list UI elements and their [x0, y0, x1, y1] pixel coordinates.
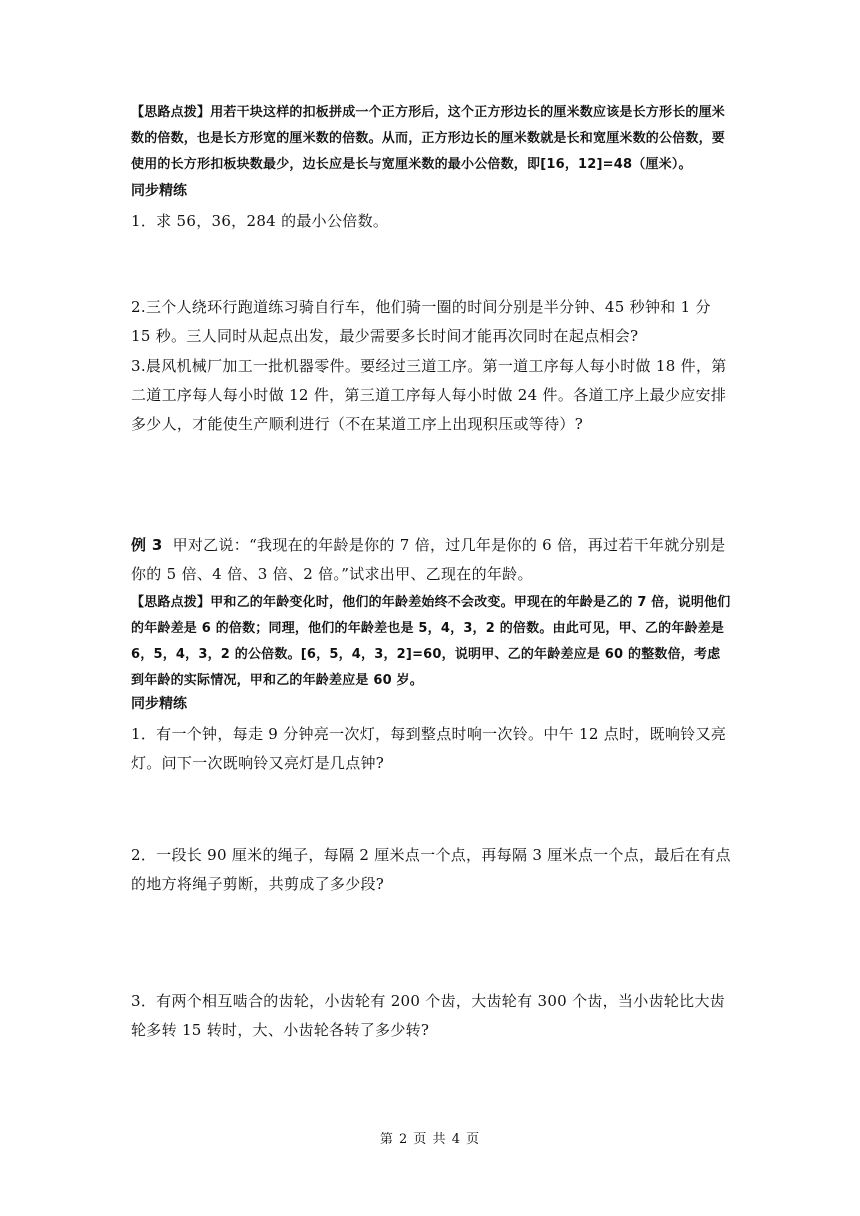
- page-footer: 第 2 页 共 4 页: [379, 1132, 481, 1147]
- section-heading-2: 同步精练: [131, 696, 187, 712]
- question-1-2: 2.三个人绕环行跑道练习骑自行车，他们骑一圈的时间分别是半分钟、45 秒钟和 1 分 15 秒。三人同时从起点出发，最少需要多长时间才能再次同时在起点相会?: [131, 298, 711, 345]
- example-label: 例 3: [131, 536, 163, 554]
- example-3: [131, 531, 731, 589]
- section-heading-1: 同步精练: [131, 183, 187, 199]
- hint-paragraph-1: 【思路点拨】用若干块这样的扣板拼成一个正方形后，这个正方形边长的厘米数应该是长方形长的厘米数的倍数，也是长方形宽的厘米数的倍数。从而，正方形边长的厘米数就是长和宽厘米数的公倍数，要使用的长方形扣板块数最少，边长应是长与宽厘米数的最小公倍数，即[16，12]=48（厘米）。: [131, 105, 726, 172]
- hint-paragraph-2: 【思路点拨】甲和乙的年龄变化时，他们的年龄差始终不会改变。甲现在的年龄是乙的 7 倍，说明他们的年龄差是 6 的倍数；同理，他们的年龄差也是 5，4，3，2 的倍数。由此可见，甲、乙的年龄差是 6，5，4，3，2 的公倍数。[6，5，4，3，2]=60，说明甲、乙的年龄差应是 60 的整数倍，考虑到年龄的实际情况，甲和乙的年龄差应是 60 岁。: [131, 595, 731, 688]
- question-1-3: 3.晨风机械厂加工一批机器零件。要经过三道工序。第一道工序每人每小时做 18 件，第二道工序每人每小时做 12 件，第三道工序每人每小时做 24 件。各道工序上最少应安排多少人，才能使生产顺利进行（不在某道工序上出现积压或等待）?: [131, 357, 727, 433]
- question-1-1: 1．求 56，36，284 的最小公倍数。: [131, 212, 389, 230]
- question-2-3: 3．有两个相互啮合的齿轮，小齿轮有 200 个齿，大齿轮有 300 个齿，当小齿轮比大齿轮多转 15 转时，大、小齿轮各转了多少转?: [131, 992, 726, 1039]
- question-2-1: 1．有一个钟，每走 9 分钟亮一次灯，每到整点时响一次铃。中午 12 点时，既响铃又亮灯。问下一次既响铃又亮灯是几点钟?: [131, 725, 727, 772]
- example-text: 甲对乙说：“我现在的年龄是你的 7 倍，过几年是你的 6 倍，再过若干年就分别是你的 5 倍、4 倍、3 倍、2 倍。”试求出甲、乙现在的年龄。: [131, 536, 726, 583]
- question-2-2: 2．一段长 90 厘米的绳子，每隔 2 厘米点一个点，再每隔 3 厘米点一个点，最后在有点的地方将绳子剪断，共剪成了多少段?: [131, 846, 731, 893]
